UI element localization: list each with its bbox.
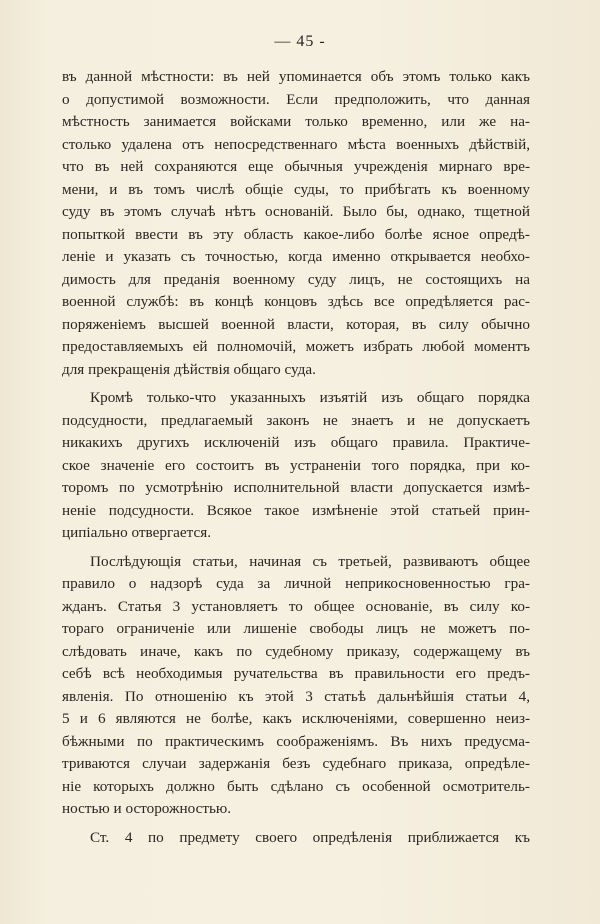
body-text [62, 66, 530, 849]
text-line: триваются случаи задержанія безъ судебнаго приказа, опредѣле- [62, 755, 530, 772]
paragraph [62, 66, 530, 381]
text-line: жданъ. Статья 3 установляетъ то общее основаніе, въ силу ко- [62, 597, 530, 615]
text-line: военной службѣ: въ концѣ концовъ здѣсь все опредѣляется рас- [62, 293, 530, 310]
text-line: предоставляемыхъ ей полномочій, можетъ избрать любой моментъ [62, 338, 530, 355]
text-line: подсудности, предлагаемый законъ не знаетъ и не допускаетъ [62, 411, 530, 429]
text-line: Кромѣ только-что указанныхъ изъятій изъ общаго порядка [90, 389, 530, 406]
text-line: мѣстность занимается войсками только временно, или же на- [62, 113, 530, 130]
text-line: леніе и указать съ точностью, когда именно открывается необхо- [62, 248, 530, 265]
text-line: бѣжными по практическимъ соображеніямъ. Въ нихъ предусма- [62, 732, 530, 750]
text-line: мени, и въ томъ числѣ общіе суды, то прибѣгать къ военному [62, 180, 530, 198]
text-line: неніе подсудности. Всякое такое измѣненіе этой статьей прин- [62, 501, 530, 519]
text-line: димость для преданія военному суду лицъ, не состоящихъ на [62, 270, 530, 288]
page-number: — 45 - [274, 33, 326, 50]
text-line: торомъ по усмотрѣнію исполнительной власти допускается измѣ- [62, 479, 530, 496]
text-line: слѣдовать иначе, какъ по судебному приказу, содержащему въ [62, 642, 530, 660]
text-line: себѣ всѣ необходимыя ручательства въ правильности его предъ- [62, 665, 530, 682]
paragraph [62, 827, 530, 850]
text-line: правило о надзорѣ суда за личной неприкосновенностью гра- [62, 575, 530, 592]
text-line: въ данной мѣстности: въ ней упоминается объ этомъ только какъ [62, 68, 530, 85]
text-line: что въ ней сохраняются еще обычныя учрежденія мирнаго вре- [62, 158, 530, 175]
text-line: ностью и осторожностью. [62, 800, 232, 817]
text-line: 5 и 6 являются не болѣе, какъ исключеніями, совершенно неиз- [62, 710, 530, 727]
text-line: поряженіемъ высшей военной власти, которая, въ силу обычно [62, 315, 530, 333]
text-line: попыткой ввести въ эту область какое-либо болѣе ясное опредѣ- [62, 225, 530, 243]
text-line: ніе которыхъ должно быть сдѣлано съ особенной осмотритель- [62, 777, 530, 795]
text-line: ское значеніе его состоитъ въ устраненіи того порядка, при ко- [62, 456, 530, 474]
text-line: столько удалена отъ непосредственнаго мѣста военныхъ дѣйствій, [62, 135, 530, 153]
text-line: о допустимой возможности. Если предположить, что данная [62, 90, 530, 108]
text-line: суду въ этомъ случаѣ нѣтъ основаній. Было бы, однако, тщетной [62, 203, 530, 220]
paragraph [62, 387, 530, 545]
paragraph [62, 551, 530, 821]
text-line: Ст. 4 по предмету своего опредѣленія приближается къ [90, 828, 530, 846]
text-line: никакихъ другихъ исключеній изъ общаго правила. Практиче- [62, 434, 530, 451]
text-line: ципіально отвергается. [62, 524, 212, 541]
text-line: явленія. По отношенію къ этой 3 статьѣ дальнѣйшія статьи 4, [62, 687, 530, 705]
text-line: для прекращенія дѣйствія общаго суда. [62, 360, 316, 378]
text-line: Послѣдующія статьи, начиная съ третьей, развиваютъ общее [90, 552, 530, 570]
text-line: тораго ограниченіе или лишеніе свободы лицъ не можетъ по- [62, 620, 530, 637]
